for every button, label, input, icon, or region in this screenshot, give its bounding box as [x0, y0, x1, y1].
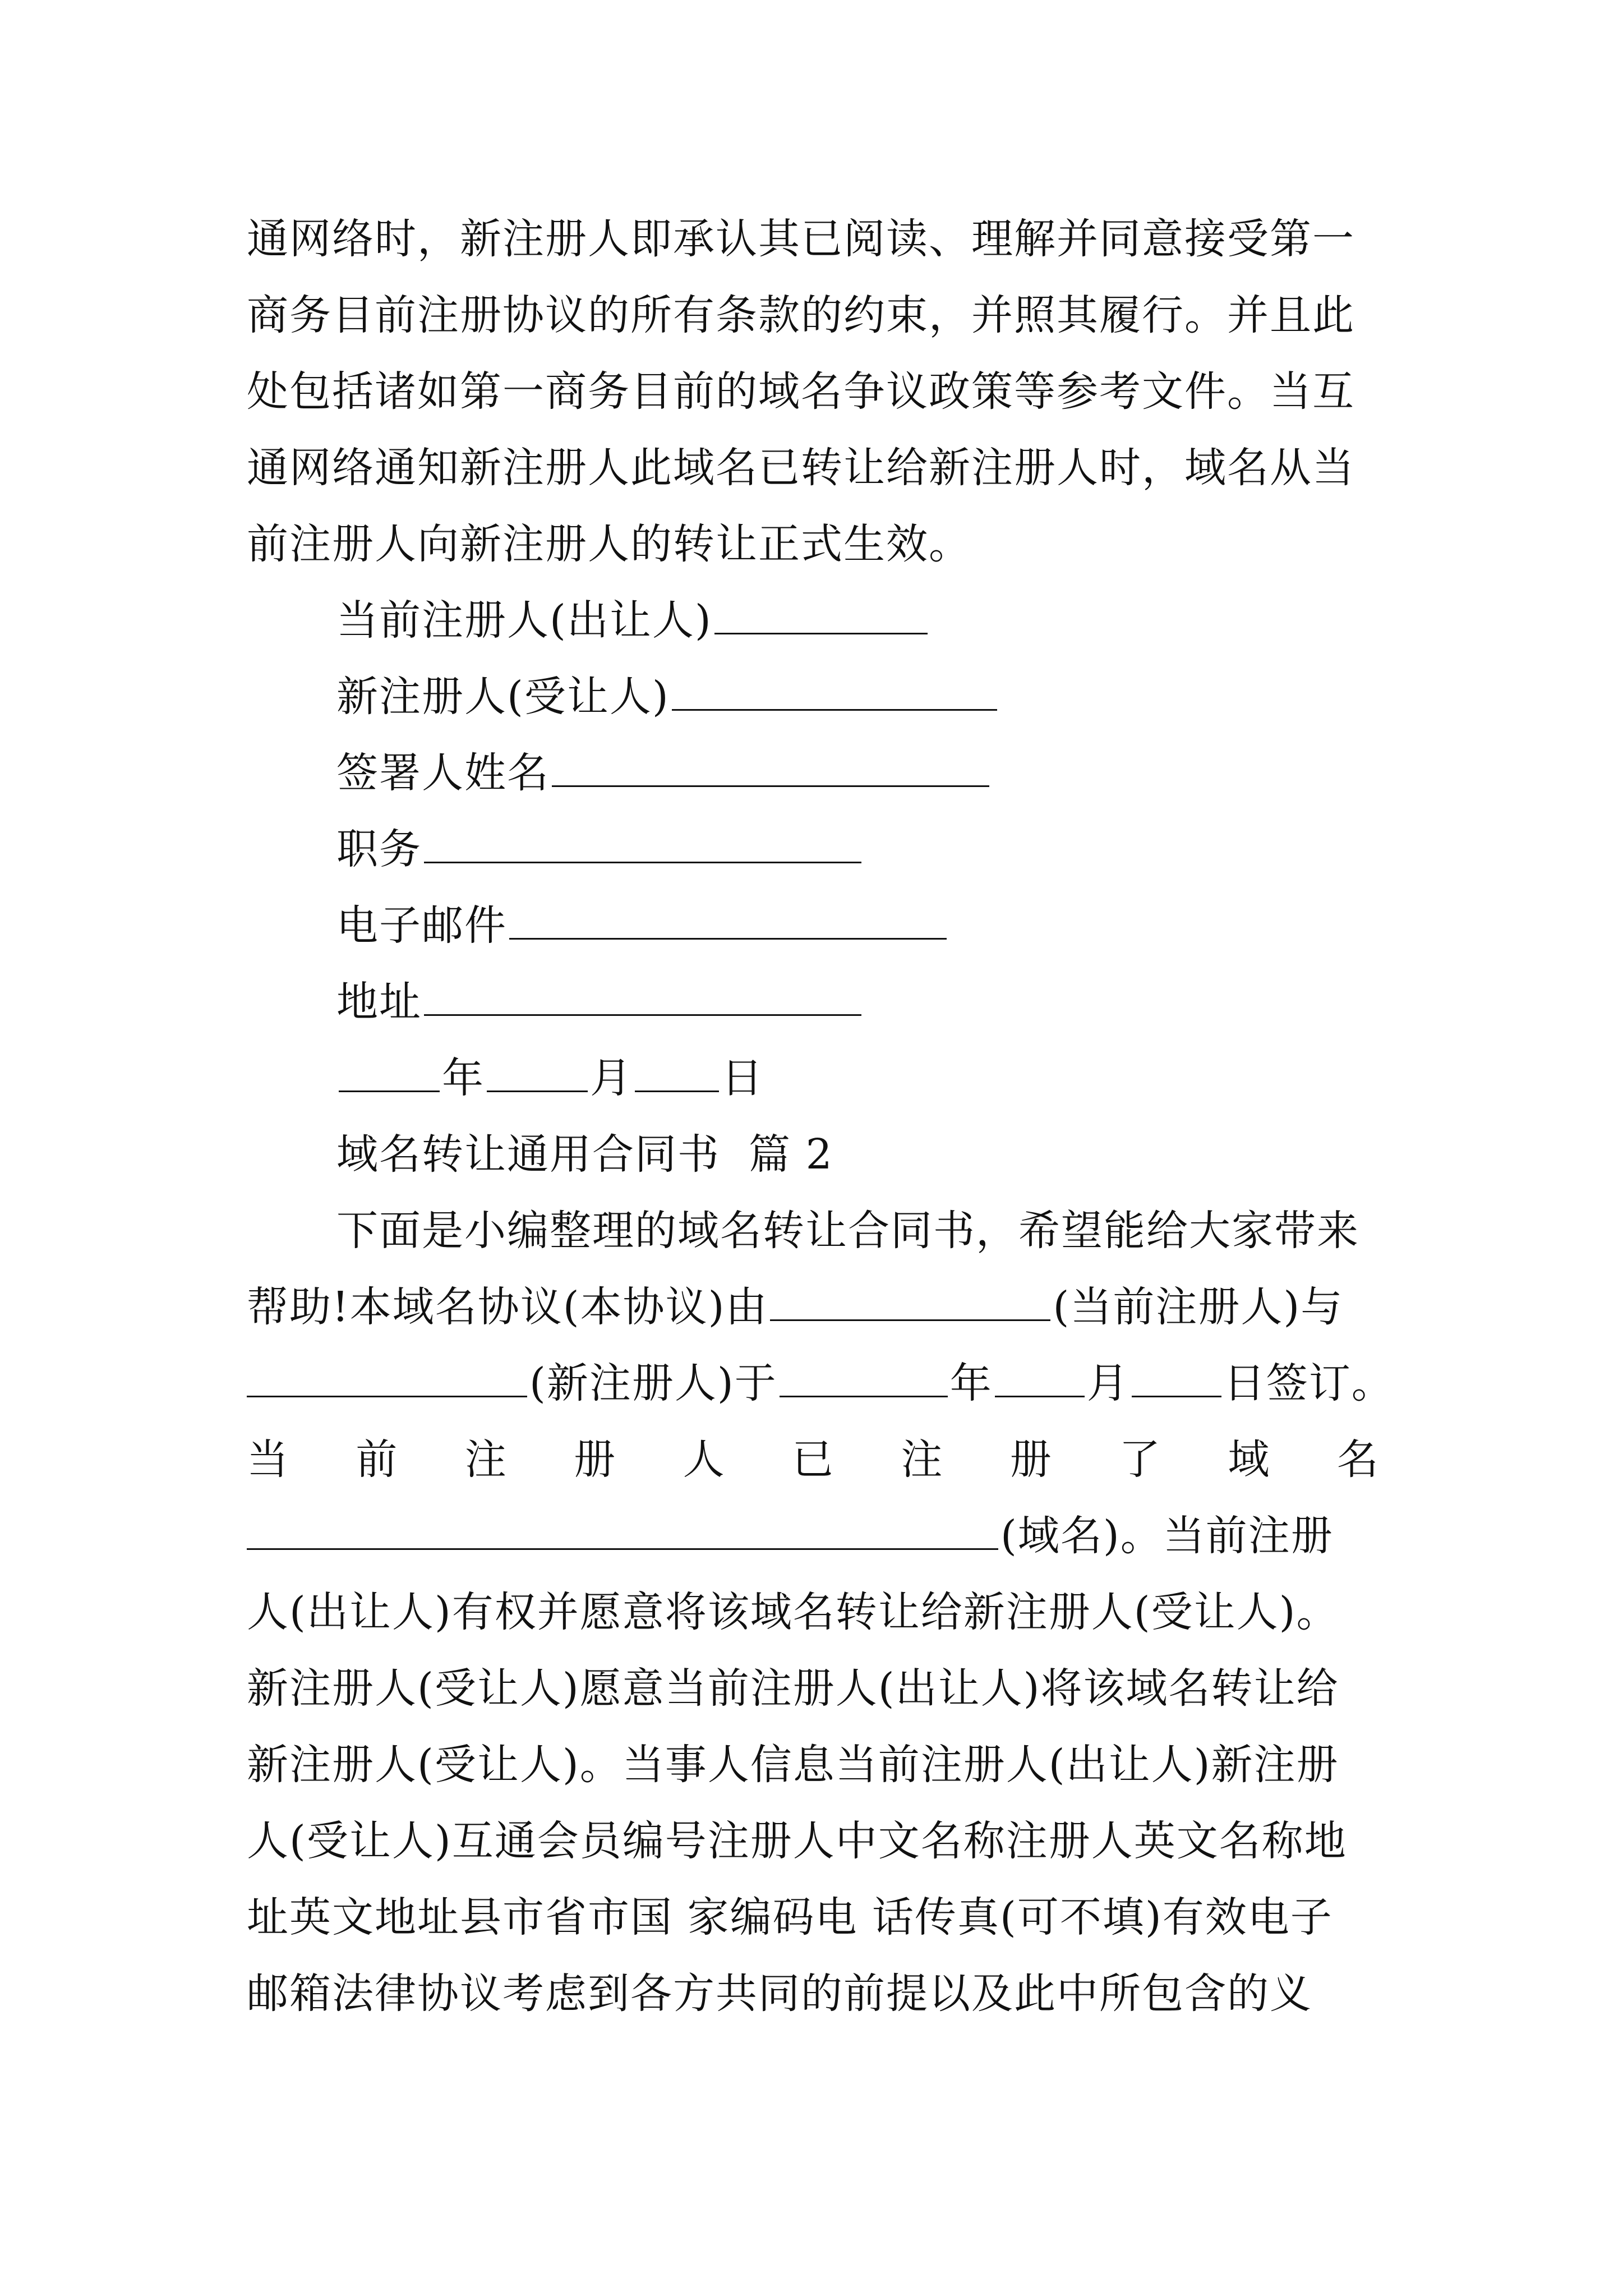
field-label: 电子邮件 — [336, 901, 507, 950]
paragraph-line: 人(受让人)互通会员编号注册人中文名称注册人英文名称地 — [247, 1817, 1347, 1865]
text-run: 日签订。 — [1223, 1359, 1394, 1407]
blank-line — [339, 1053, 440, 1092]
text-run: (新注册人)于 — [529, 1359, 777, 1407]
text-run: (当前注册人)与 — [1053, 1283, 1344, 1331]
blank-line — [635, 1053, 719, 1092]
signature-address — [336, 975, 864, 1029]
blank-line — [1132, 1359, 1221, 1397]
char: 前 — [356, 1435, 399, 1484]
field-label: 新注册人(受让人) — [336, 673, 670, 721]
paragraph-line: 通网络时，新注册人即承认其已阅读、理解并同意接受第一 — [247, 215, 1355, 263]
paragraph-line: 商务目前注册协议的所有条款的约束，并照其履行。并且此 — [247, 291, 1355, 339]
text-run: 年 — [949, 1359, 993, 1407]
char: 册 — [574, 1435, 617, 1484]
signature-email — [336, 899, 949, 953]
date-year: 年 — [442, 1054, 485, 1102]
char: 注 — [464, 1435, 508, 1484]
char: 注 — [901, 1435, 944, 1484]
text-run: (域名)。当前注册 — [1000, 1512, 1334, 1560]
char: 名 — [1336, 1435, 1380, 1484]
field-label: 地址 — [336, 978, 422, 1026]
blank-line — [672, 672, 997, 711]
blank-line — [424, 825, 861, 863]
paragraph-line: 通网络通知新注册人此域名已转让给新注册人时，域名从当 — [247, 444, 1355, 492]
char: 了 — [1119, 1435, 1162, 1484]
date-day: 日 — [721, 1054, 764, 1102]
paragraph-line — [247, 1280, 1343, 1334]
char: 册 — [1009, 1435, 1053, 1484]
paragraph-line: 新注册人(受让人)愿意当前注册人(出让人)将该域名转让给 — [247, 1664, 1339, 1713]
field-label: 当前注册人(出让人) — [336, 596, 712, 645]
paragraph-line: 人(出让人)有权并愿意将该域名转让给新注册人(受让人)。 — [247, 1588, 1339, 1636]
paragraph-line — [247, 1509, 1334, 1563]
paragraph-line: 处包括诸如第一商务目前的域名争议政策等参考文件。当互 — [247, 367, 1355, 416]
section-title: 域名转让通用合同书 篇 2 — [336, 1130, 833, 1179]
date-month: 月 — [590, 1054, 633, 1102]
paragraph-line: 前注册人向新注册人的转让正式生效。 — [247, 520, 971, 568]
text-run: 月 — [1086, 1359, 1129, 1407]
signature-signer-name — [336, 746, 992, 800]
signature-date — [336, 1051, 764, 1105]
blank-line — [780, 1359, 948, 1397]
paragraph-line: 下面是小编整理的域名转让合同书，希望能给大家带来 — [336, 1207, 1359, 1255]
text-run: 帮助!本域名协议(本协议)由 — [247, 1283, 768, 1331]
paragraph-line — [247, 1356, 1394, 1410]
blank-line — [487, 1053, 588, 1092]
signature-new-registrant — [336, 670, 999, 724]
signature-position — [336, 822, 864, 876]
char: 当 — [247, 1435, 289, 1484]
char: 域 — [1228, 1435, 1271, 1484]
blank-line — [995, 1359, 1085, 1397]
blank-line — [247, 1359, 527, 1397]
blank-line — [552, 748, 989, 787]
char: 人 — [683, 1435, 726, 1484]
blank-line — [714, 596, 928, 634]
char: 已 — [791, 1435, 834, 1484]
paragraph-line: 邮箱法律协议考虑到各方共同的前提以及此中所包含的义 — [247, 1970, 1312, 2018]
signature-current-registrant — [336, 593, 930, 647]
paragraph-line: 址英文地址县市省市国 家编码电 话传真(可不填)有效电子 — [247, 1893, 1333, 1941]
field-label: 职务 — [336, 825, 422, 873]
blank-line — [509, 901, 947, 940]
blank-line — [770, 1282, 1050, 1321]
justified-line — [247, 1433, 1380, 1487]
blank-line — [424, 977, 861, 1016]
blank-line — [247, 1511, 998, 1550]
paragraph-line: 新注册人(受让人)。当事人信息当前注册人(出让人)新注册 — [247, 1741, 1339, 1789]
field-label: 签署人姓名 — [336, 749, 550, 797]
